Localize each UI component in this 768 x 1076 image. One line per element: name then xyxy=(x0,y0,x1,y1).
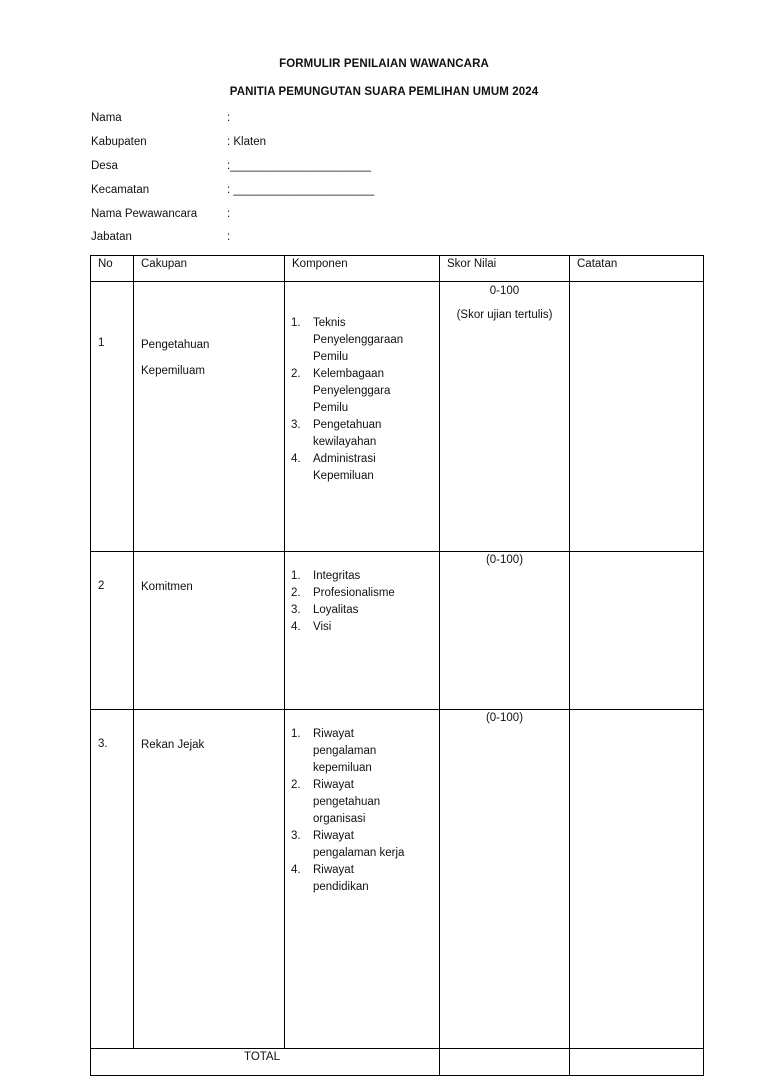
field-label: Nama xyxy=(91,112,122,124)
column-header-skor: Skor Nilai xyxy=(440,256,570,282)
list-item: 4. Visi xyxy=(291,621,332,633)
komponen-list xyxy=(285,552,439,636)
cell-catatan xyxy=(570,282,704,552)
cell-catatan xyxy=(570,710,704,1049)
list-item: 1. Teknis Penyelenggaraan Pemilu xyxy=(291,317,404,363)
list-item: 2. Kelembagaan Penyelenggara Pemilu xyxy=(291,368,391,414)
cakupan-text: Komitmen xyxy=(141,581,193,593)
komponen-list xyxy=(285,282,439,485)
cell-skor xyxy=(440,282,570,552)
field-value: : xyxy=(227,208,231,220)
cell-komponen xyxy=(285,710,440,1049)
komponen-list xyxy=(285,710,439,896)
field-label: Desa xyxy=(91,160,118,172)
table-header-row xyxy=(91,256,704,282)
field-value: : xyxy=(227,231,231,243)
list-item: 4. Administrasi Kepemiluan xyxy=(291,453,376,482)
cell-cakupan xyxy=(134,552,285,710)
cell-no: 2 xyxy=(91,552,134,710)
total-catatan-cell xyxy=(570,1049,704,1076)
cell-no: 3. xyxy=(91,710,134,1049)
form-title: FORMULIR PENILAIAN WAWANCARA xyxy=(279,58,489,70)
field-value: : ______________________ xyxy=(227,184,375,196)
column-header-komponen: Komponen xyxy=(285,256,440,282)
form-subtitle: PANITIA PEMUNGUTAN SUARA PEMLIHAN UMUM 2024 xyxy=(229,86,539,98)
total-skor-cell xyxy=(440,1049,570,1076)
skor-note: (Skor ujian tertulis) xyxy=(456,309,553,321)
list-item: 3. Loyalitas xyxy=(291,604,359,616)
field-value: : xyxy=(227,112,231,124)
field-label: Kecamatan xyxy=(91,184,150,196)
field-label: Jabatan xyxy=(91,231,132,243)
cell-komponen xyxy=(285,282,440,552)
list-item: 2. Profesionalisme xyxy=(291,587,395,599)
skor-text: (0-100) xyxy=(485,554,524,566)
list-item: 3. Riwayat pengalaman kerja xyxy=(291,830,405,859)
assessment-table xyxy=(90,255,704,1076)
table-row xyxy=(91,552,704,710)
cell-no: 1 xyxy=(91,282,134,552)
table-row xyxy=(91,710,704,1049)
field-label: Kabupaten xyxy=(91,136,147,148)
cell-komponen xyxy=(285,552,440,710)
column-header-cakupan: Cakupan xyxy=(134,256,285,282)
cakupan-text: Pengetahuan xyxy=(141,339,210,351)
cell-cakupan xyxy=(134,282,285,552)
list-item: 1. Integritas xyxy=(291,570,361,582)
total-row xyxy=(91,1049,704,1076)
list-item: 1. Riwayat pengalaman kepemiluan xyxy=(291,728,377,774)
column-header-no: No xyxy=(91,256,134,282)
cell-skor xyxy=(440,710,570,1049)
cell-skor xyxy=(440,552,570,710)
field-value: : Klaten xyxy=(227,136,266,148)
column-header-catatan: Catatan xyxy=(570,256,704,282)
cell-cakupan xyxy=(134,710,285,1049)
list-item: 4. Riwayat pendidikan xyxy=(291,864,369,893)
field-label: Nama Pewawancara xyxy=(91,208,198,220)
cakupan-text: Rekan Jejak xyxy=(141,739,205,751)
list-item: 3. Pengetahuan kewilayahan xyxy=(291,419,382,448)
field-value: :______________________ xyxy=(227,160,371,172)
table-row xyxy=(91,282,704,552)
total-label: TOTAL xyxy=(244,1051,280,1063)
cakupan-text: Kepemiluam xyxy=(141,365,205,377)
list-item: 2. Riwayat pengetahuan organisasi xyxy=(291,779,381,825)
skor-text: 0-100 xyxy=(489,285,520,297)
skor-text: (0-100) xyxy=(485,712,524,724)
cell-catatan xyxy=(570,552,704,710)
total-label-cell xyxy=(91,1049,440,1076)
